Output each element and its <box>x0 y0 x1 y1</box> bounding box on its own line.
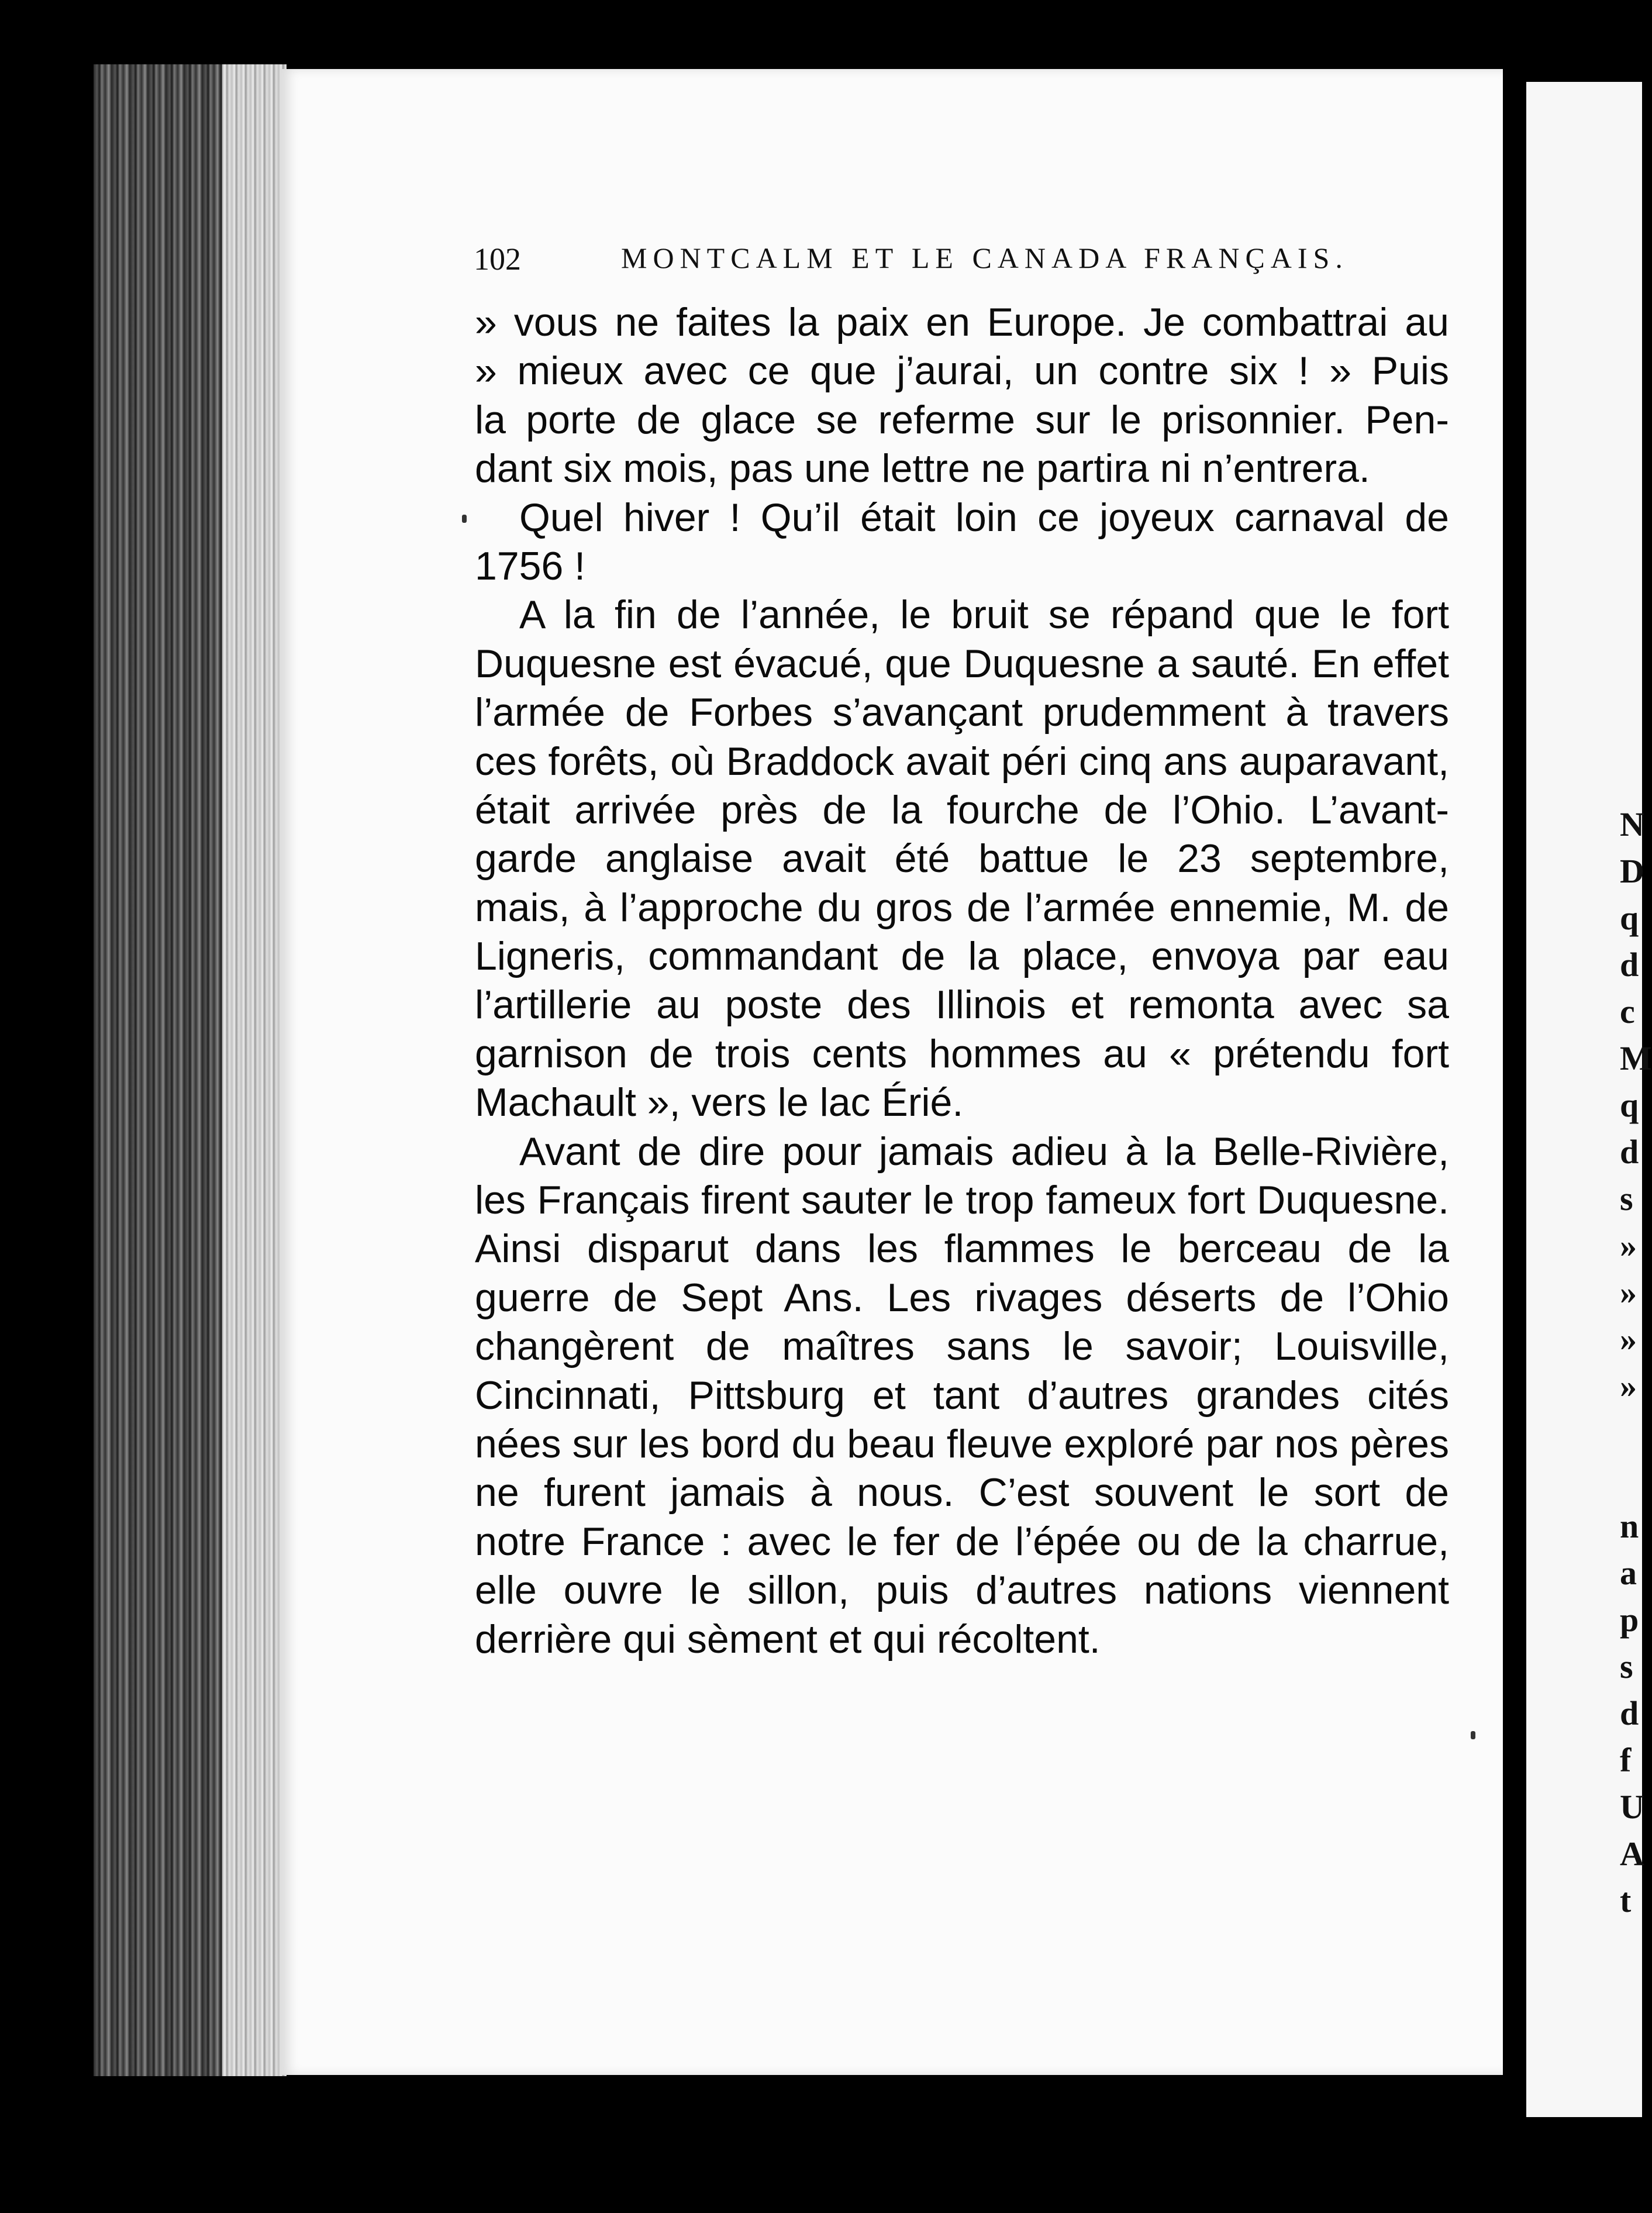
text-line: » mieux avec ce que j’aurai, un contre six ! » Puis <box>475 349 1449 394</box>
facing-page-letter: D <box>1620 852 1644 890</box>
facing-page-text <box>1620 801 1652 1924</box>
text-line: elle ouvre le sillon, puis d’autres nations viennent <box>475 1568 1449 1613</box>
facing-page-letter: s <box>1620 1647 1633 1685</box>
text-line: changèrent de maîtres sans le savoir; Louisville, <box>475 1324 1449 1369</box>
text-line: garde anglaise avait été battue le 23 septembre, <box>475 836 1449 881</box>
text-line: Duquesne est évacué, que Duquesne a sauté. En effet <box>475 641 1449 686</box>
text-line: nées sur les bord du beau fleuve exploré par nos pères <box>475 1421 1449 1466</box>
facing-page-letter: » <box>1620 1226 1637 1264</box>
text-line: ces forêts, où Braddock avait péri cinq ans auparavant, <box>475 739 1449 784</box>
text-line: Quel hiver ! Qu’il était loin ce joyeux carnaval de <box>519 495 1449 540</box>
facing-page-letter: a <box>1620 1554 1637 1592</box>
text-line: Avant de dire pour jamais adieu à la Belle-Rivière, <box>519 1129 1449 1174</box>
text-line: garnison de trois cents hommes au « prétendu fort <box>475 1031 1449 1076</box>
body-text <box>475 298 1449 1664</box>
facing-page-letter: U <box>1620 1788 1644 1826</box>
facing-page-letter: q <box>1620 899 1639 937</box>
text-line: les Français firent sauter le trop fameux fort Duquesne. <box>475 1178 1449 1223</box>
facing-page-letter: t <box>1620 1881 1632 1919</box>
facing-page-letter: s <box>1620 1180 1633 1218</box>
facing-page-letter: q <box>1620 1086 1639 1124</box>
text-line: Machault », vers le lac Érié. <box>475 1080 964 1125</box>
running-head <box>474 241 1479 282</box>
facing-page-letter: N <box>1620 805 1644 843</box>
facing-page-letter: c <box>1620 992 1635 1030</box>
facing-page-letter: » <box>1620 1273 1637 1311</box>
text-line: était arrivée près de la fourche de l’Ohio. L’avant- <box>475 787 1449 832</box>
facing-page-letter: f <box>1620 1741 1632 1779</box>
text-line: » vous ne faites la paix en Europe. Je combattrai au <box>475 300 1449 344</box>
facing-page-letter: d <box>1620 1694 1639 1732</box>
page-stack-edges <box>222 64 287 2076</box>
facing-page-letter: » <box>1620 1367 1637 1405</box>
text-line: Ligneris, commandant de la place, envoya par eau <box>475 934 1449 979</box>
facing-page-letter: n <box>1620 1507 1639 1545</box>
text-line: Cincinnati, Pittsburg et tant d’autres grandes cités <box>475 1373 1449 1418</box>
text-line: 1756 ! <box>475 543 586 588</box>
text-line: ne furent jamais à nous. C’est souvent le sort de <box>475 1470 1449 1515</box>
text-line: derrière qui sèment et qui récoltent. <box>475 1616 1101 1662</box>
facing-page-letter <box>1620 1409 1643 1503</box>
facing-page-letter: M <box>1620 1039 1652 1077</box>
text-line: A la fin de l’année, le bruit se répand que le fort <box>519 592 1449 637</box>
margin-mark <box>1471 1731 1475 1739</box>
text-line: mais, à l’approche du gros de l’armée ennemie, M. de <box>475 885 1449 930</box>
text-line: guerre de Sept Ans. Les rivages déserts de l’Ohio <box>475 1275 1449 1320</box>
text-line: la porte de glace se referme sur le prisonnier. Pen- <box>475 397 1449 442</box>
margin-mark <box>462 515 467 523</box>
facing-page-letter: » <box>1620 1320 1637 1358</box>
text-line: l’artillerie au poste des Illinois et remonta avec sa <box>475 983 1449 1028</box>
facing-page-letter: d <box>1620 1133 1639 1171</box>
text-line: notre France : avec le fer de l’épée ou de la charrue, <box>475 1519 1449 1564</box>
text-line: dant six mois, pas une lettre ne partira ni n’entrera. <box>475 446 1370 491</box>
facing-page-letter: p <box>1620 1601 1639 1639</box>
page-title: MONTCALM ET LE CANADA FRANÇAIS. <box>621 242 1348 274</box>
facing-page-letter: d <box>1620 946 1639 984</box>
page-number: 102 <box>474 242 521 277</box>
facing-page-letter: A <box>1620 1835 1644 1873</box>
text-line: Ainsi disparut dans les flammes le berceau de la <box>475 1226 1449 1271</box>
text-line: l’armée de Forbes s’avançant prudemment à travers <box>475 690 1449 735</box>
